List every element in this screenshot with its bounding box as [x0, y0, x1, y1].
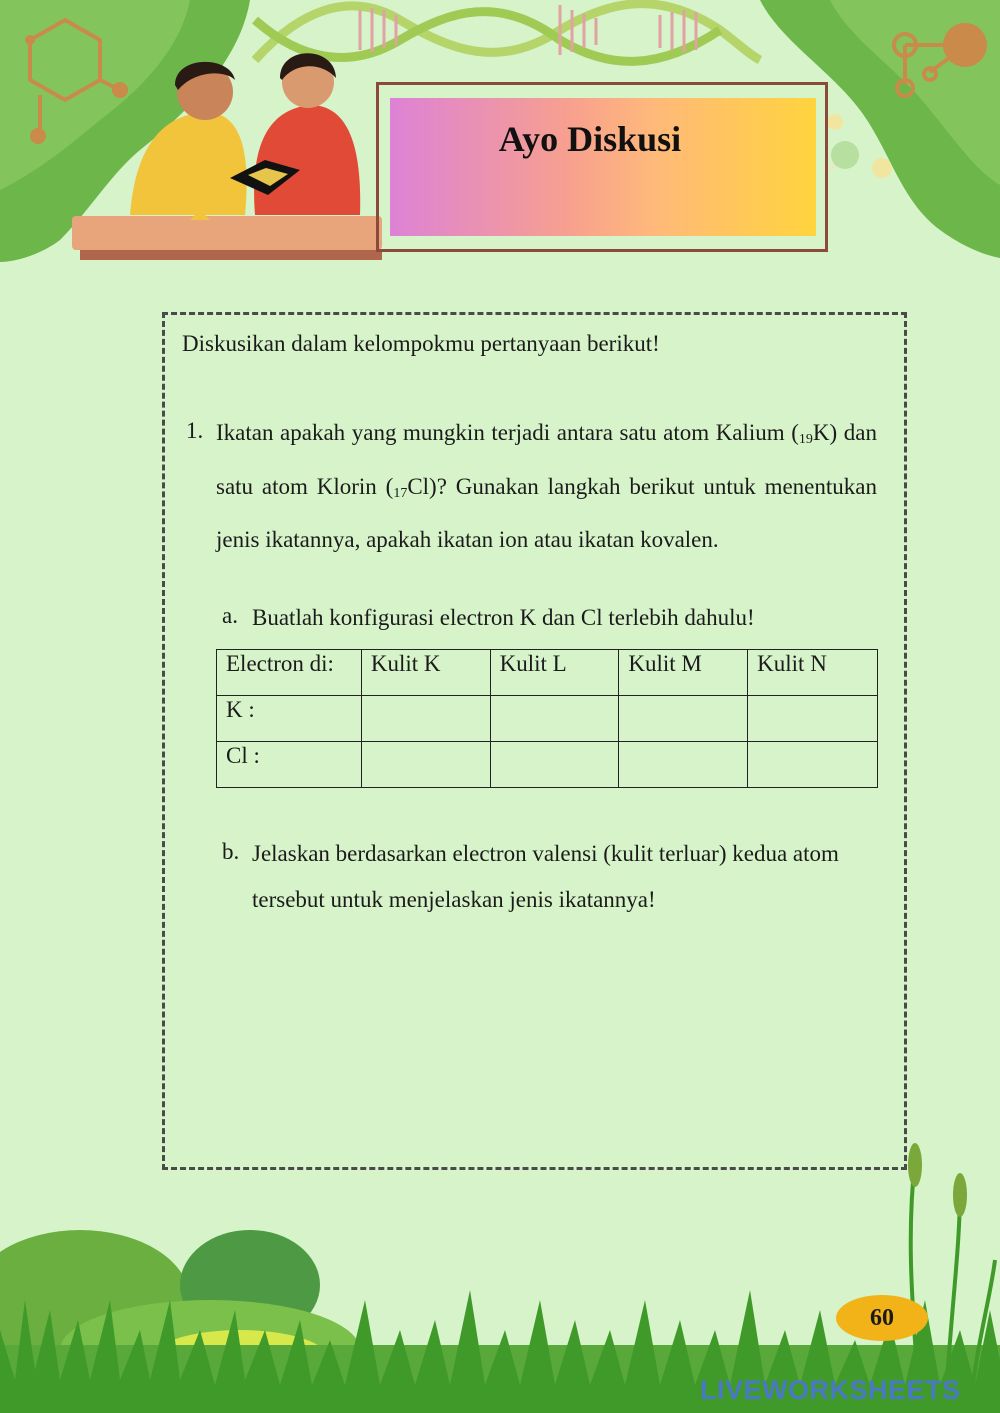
table-row	[217, 696, 878, 742]
answer-area[interactable]	[216, 940, 878, 1140]
question-text-part: Cl)? Gunakan langkah berikut untuk menentukan jenis ikatannya, apakah ikatan ion atau ikatan kovalen.	[216, 473, 877, 552]
part-a-text: Buatlah konfigurasi electron K dan Cl terlebih dahulu!	[252, 605, 755, 630]
chlorine-atomic-number: 17	[393, 485, 408, 501]
page-number-badge: 60	[836, 1295, 928, 1341]
question-number: 1.	[186, 418, 204, 443]
instruction-text: Diskusikan dalam kelompokmu pertanyaan berikut!	[182, 331, 660, 356]
question-1-text	[216, 410, 877, 564]
answer-cell[interactable]	[490, 696, 619, 742]
answer-cell[interactable]	[361, 742, 490, 788]
table-row	[217, 742, 878, 788]
table-header-row	[217, 650, 878, 696]
part-b-text: Jelaskan berdasarkan electron valensi (kulit terluar) kedua atom tersebut untuk menjelaskan jenis ikatannya!	[252, 841, 839, 912]
table-header-cell: Kulit N	[748, 650, 878, 696]
dna-strand-icon	[255, 4, 760, 62]
page-title: Ayo Diskusi	[498, 119, 682, 159]
answer-cell[interactable]	[748, 696, 878, 742]
answer-cell[interactable]	[619, 742, 748, 788]
potassium-atomic-number: 19	[798, 432, 813, 447]
table-header-cell: Kulit K	[361, 650, 490, 696]
electron-configuration-table	[216, 649, 878, 788]
row-label: Cl :	[217, 742, 362, 788]
part-b-letter: b.	[222, 839, 240, 864]
part-a-letter: a.	[222, 603, 238, 628]
table-header-cell: Kulit L	[490, 650, 619, 696]
liveworksheets-watermark: LIVEWORKSHEETS	[700, 1375, 961, 1405]
answer-cell[interactable]	[361, 696, 490, 742]
answer-cell[interactable]	[490, 742, 619, 788]
answer-cell[interactable]	[619, 696, 748, 742]
table-header-cell: Electron di:	[217, 650, 362, 696]
row-label: K :	[217, 696, 362, 742]
bottom-grass-decoration	[0, 1143, 1000, 1413]
question-text-part: K) dan satu atom Klorin (	[216, 420, 877, 499]
question-text-part: Ikatan apakah yang mungkin terjadi antara satu atom Kalium (	[216, 420, 799, 445]
table-header-cell: Kulit M	[619, 650, 748, 696]
answer-cell[interactable]	[748, 742, 878, 788]
